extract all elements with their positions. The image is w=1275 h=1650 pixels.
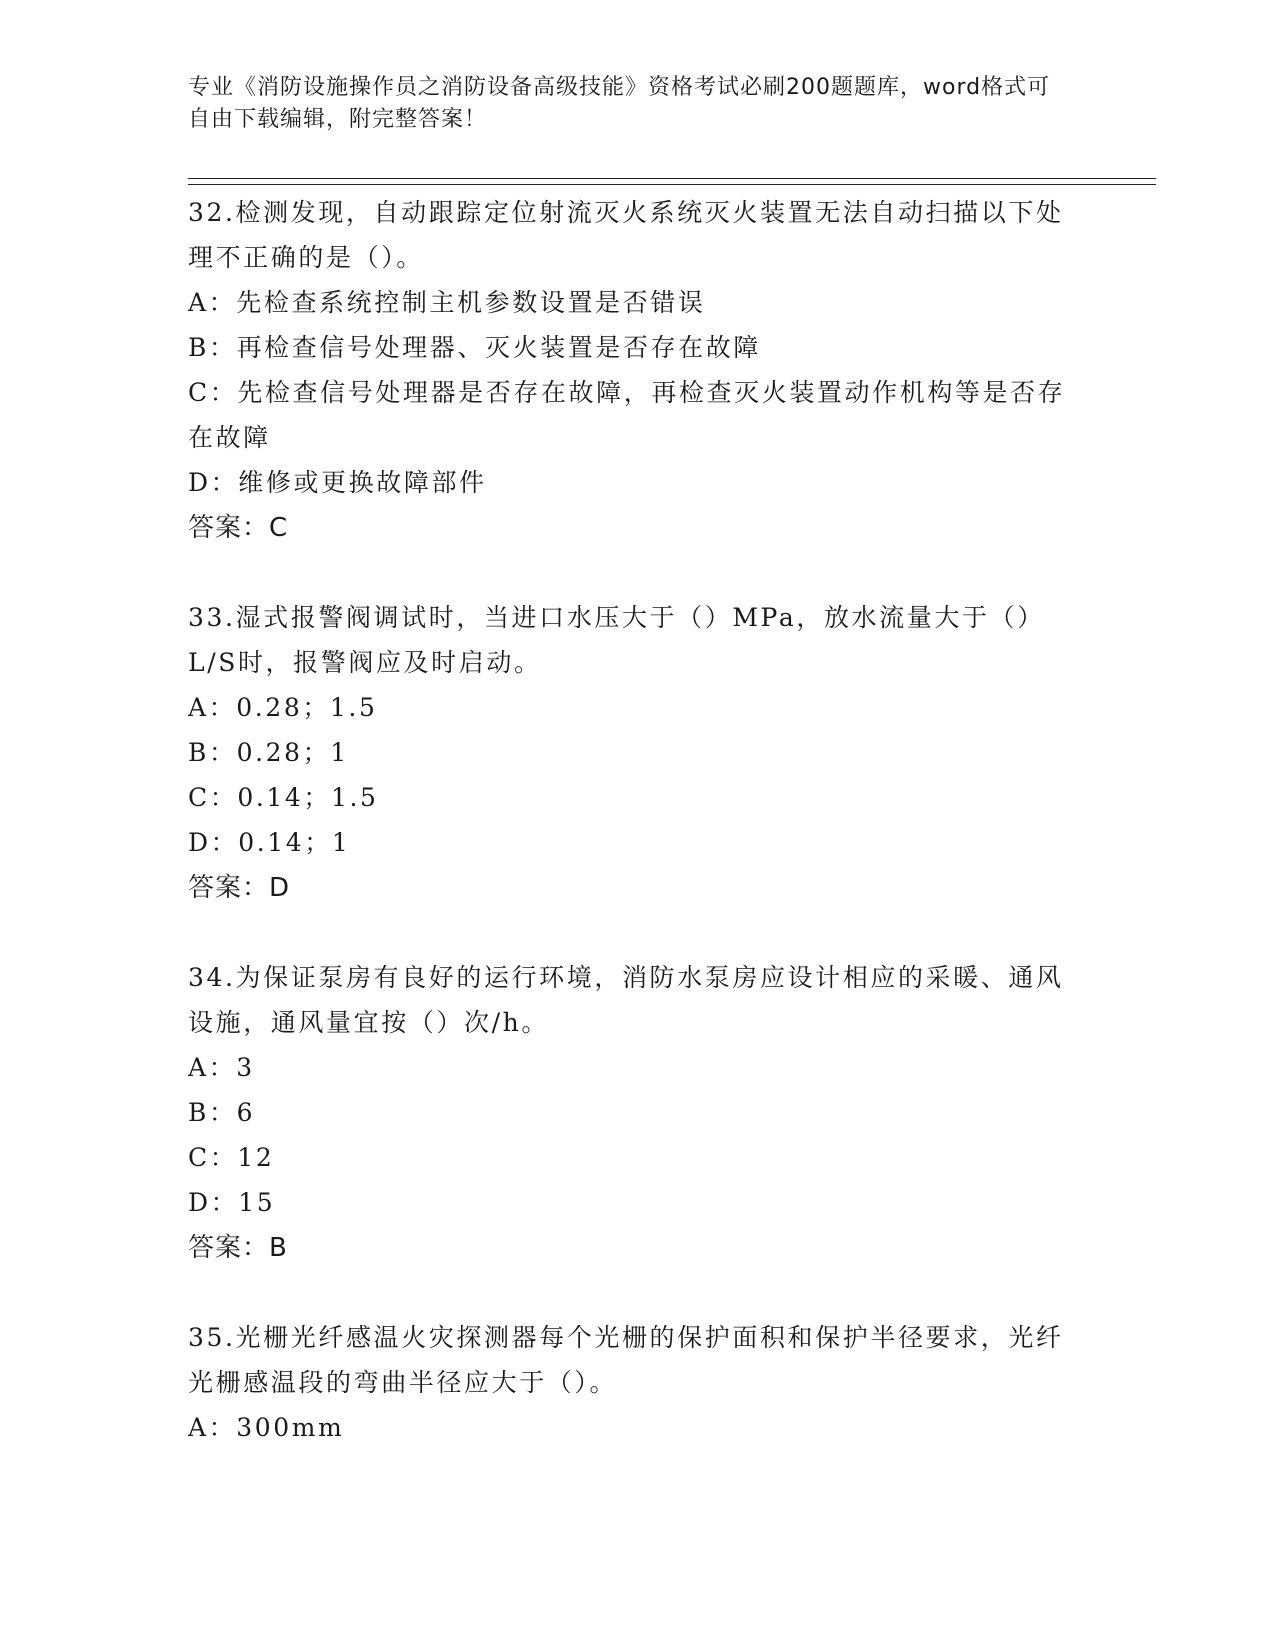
option-d: D：15 [188,1188,276,1217]
question-33 [188,595,1088,911]
option-a: A：先检查系统控制主机参数设置是否错误 [188,288,706,317]
option-d: D：0.14；1 [188,828,351,857]
header-divider-bottom [188,184,1156,185]
document-header: 专业《消防设施操作员之消防设备高级技能》资格考试必刷200题题库，word格式可自由下载编辑，附完整答案！ [188,75,1051,132]
option-a: A：300mm [188,1413,345,1442]
question-stem: 32.检测发现，自动跟踪定位射流灭火系统灭火装置无法自动扫描以下处理不正确的是（）。 [188,198,1064,272]
answer-label: 答案：B [188,1233,288,1263]
question-list [188,190,1088,1494]
question-stem: 34.为保证泵房有良好的运行环境，消防水泵房应设计相应的采暖、通风设施，通风量宜按（）次/h。 [188,963,1064,1037]
option-d: D：维修或更换故障部件 [188,468,487,497]
option-a: A：0.28；1.5 [188,693,378,722]
question-stem: 33.湿式报警阀调试时，当进口水压大于（）MPa，放水流量大于（）L/S时，报警阀应及时启动。 [188,603,1045,677]
option-b: B：0.28；1 [188,738,349,767]
question-35 [188,1315,1088,1450]
header-divider-top [188,178,1156,179]
option-b: B：6 [188,1098,256,1127]
option-a: A：3 [188,1053,255,1082]
option-c: C：12 [188,1143,275,1172]
question-32 [188,190,1088,551]
answer-label: 答案：D [188,873,291,903]
option-b: B：再检查信号处理器、灭火装置是否存在故障 [188,333,761,362]
option-c: C：0.14；1.5 [188,783,379,812]
answer-label: 答案：C [188,513,289,543]
question-stem: 35.光栅光纤感温火灾探测器每个光栅的保护面积和保护半径要求，光纤光栅感温段的弯曲半径应大于（）。 [188,1323,1064,1397]
question-34 [188,955,1088,1271]
option-c: C：先检查信号处理器是否存在故障，再检查灭火装置动作机构等是否存在故障 [188,378,1066,452]
